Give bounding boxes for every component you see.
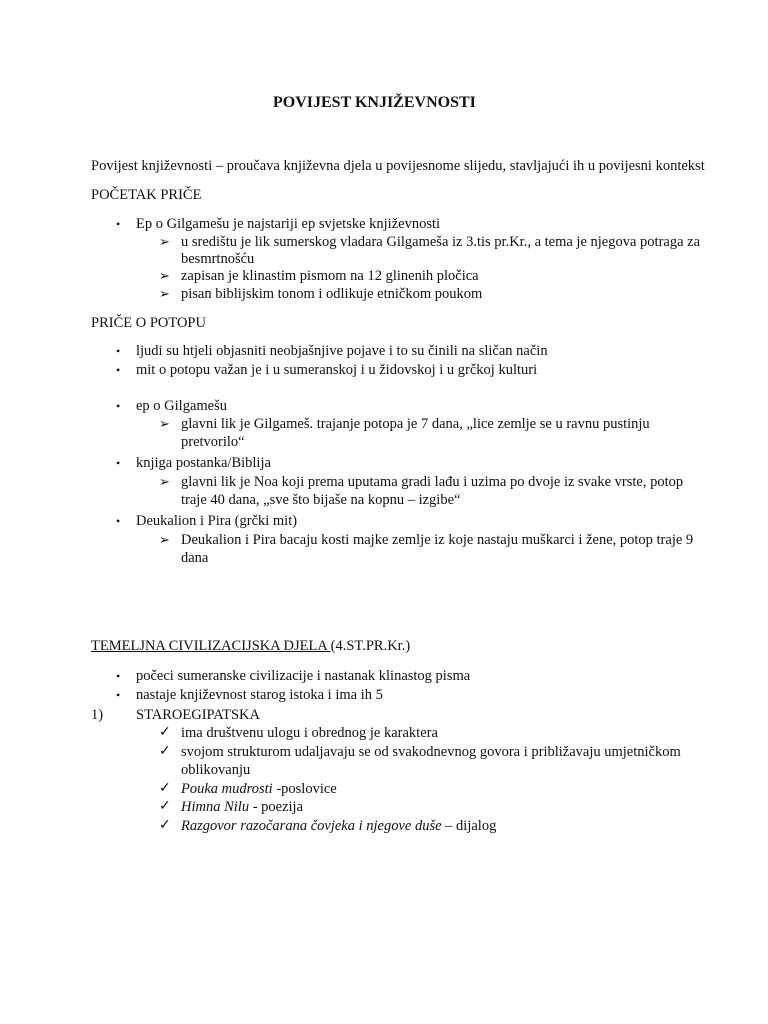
work-genre: - poezija [249, 799, 304, 815]
bullet-marker: • [116, 344, 121, 358]
sub-list-item-continuation: traje 40 dana, „sve što bijaše na kopnu – izgibe“ [181, 492, 461, 508]
arrow-marker: ➢ [159, 268, 170, 283]
list-item: nastaje književnost starog istoka i ima ih 5 [136, 687, 383, 703]
list-item: Deukalion i Pira (grčki mit) [136, 513, 298, 529]
check-list-item: svojom strukturom udaljavaju se od svakodnevnog govora i približavaju umjetničkom [181, 744, 681, 760]
intro-paragraph: Povijest književnosti – proučava književna djela u povijesnome slijedu, stavljajući ih u povijesni kontekst [91, 158, 705, 174]
section-heading-period: (4.ST.PR.Kr.) [330, 638, 411, 654]
sub-list-item: zapisan je klinastim pismom na 12 glinenih pločica [181, 268, 479, 284]
arrow-marker: ➢ [159, 416, 170, 431]
bullet-marker: • [116, 399, 121, 413]
bullet-marker: • [116, 363, 121, 377]
sub-list-item-continuation: pretvorilo“ [181, 434, 245, 450]
check-marker: ✓ [159, 725, 171, 740]
check-marker: ✓ [159, 818, 171, 833]
sub-list-item: glavni lik je Gilgameš. trajanje potopa je 7 dana, „lice zemlje se u ravnu pustinju [181, 416, 650, 432]
check-list-item [181, 817, 496, 835]
list-item: knjiga postanka/Biblija [136, 455, 271, 471]
sub-list-item: pisan biblijskim tonom i odlikuje etničkom poukom [181, 286, 483, 302]
list-item: ljudi su htjeli objasniti neobjašnjive pojave i to su činili na sličan način [136, 343, 548, 359]
arrow-marker: ➢ [159, 532, 170, 547]
list-item: počeci sumeranske civilizacije i nastanak klinastog pisma [136, 668, 471, 684]
arrow-marker: ➢ [159, 234, 170, 249]
arrow-marker: ➢ [159, 286, 170, 301]
check-list-item-continuation: oblikovanju [181, 762, 251, 778]
check-marker: ✓ [159, 799, 171, 814]
numbered-marker: 1) [91, 707, 104, 723]
section-heading-temeljna-djela [91, 637, 410, 655]
sub-list-item: glavni lik je Noa koji prema uputama gradi lađu i uzima po dvoje iz svake vrste, potop [181, 474, 684, 490]
arrow-marker: ➢ [159, 474, 170, 489]
list-item: mit o potopu važan je i u sumeranskoj i u židovskoj i u grčkoj kulturi [136, 362, 538, 378]
sub-list-item: u središtu je lik sumerskog vladara Gilgameša iz 3.tis pr.Kr., a tema je njegova potraga za [181, 234, 701, 250]
work-genre: -poslovice [272, 781, 337, 797]
work-genre: – dijalog [441, 818, 497, 834]
bullet-marker: • [116, 514, 121, 528]
list-item: Ep o Gilgamešu je najstariji ep svjetske književnosti [136, 216, 441, 232]
check-list-item [181, 798, 303, 816]
bullet-marker: • [116, 456, 121, 470]
sub-list-item: Deukalion i Pira bacaju kosti majke zemlje iz koje nastaju muškarci i žene, potop traje 9 [181, 532, 694, 548]
section-heading-underlined: TEMELJNA CIVILIZACIJSKA DJELA [91, 638, 331, 654]
bullet-marker: • [116, 669, 121, 683]
page-title: POVIJEST KNJIŽEVNOSTI [273, 94, 476, 111]
section-heading-pocetak-price: POČETAK PRIČE [91, 187, 202, 203]
work-title: Razgovor razočarana čovjeka i njegove duše [181, 818, 442, 834]
check-marker: ✓ [159, 744, 171, 759]
bullet-marker: • [116, 217, 121, 231]
list-item: ep o Gilgamešu [136, 398, 228, 414]
sub-list-item-continuation: dana [181, 550, 209, 566]
bullet-marker: • [116, 688, 121, 702]
check-marker: ✓ [159, 781, 171, 796]
numbered-item: STAROEGIPATSKA [136, 707, 260, 723]
check-list-item: ima društvenu ulogu i obrednog je karaktera [181, 725, 438, 741]
work-title: Pouka mudrosti [181, 781, 273, 797]
sub-list-item-continuation: besmrtnošću [181, 251, 255, 267]
work-title: Himna Nilu [181, 799, 250, 815]
check-list-item [181, 780, 337, 798]
section-heading-price-o-potopu: PRIČE O POTOPU [91, 315, 206, 331]
